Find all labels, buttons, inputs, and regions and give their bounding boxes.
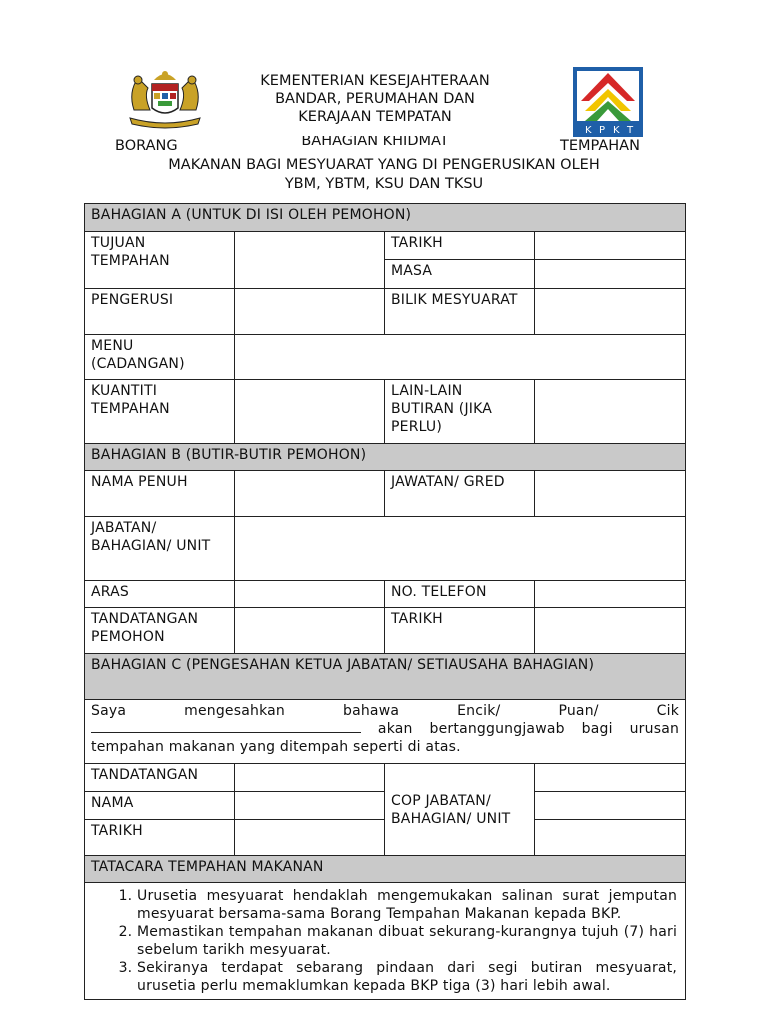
procedure-list	[91, 887, 679, 995]
tandatangan-pemohon-field[interactable]	[235, 608, 385, 654]
telefon-field[interactable]	[535, 581, 686, 608]
form-title-line-1: MAKANAN BAGI MESYUARAT YANG DI PENGERUSIKAN OLEH	[168, 157, 600, 173]
jabatan-label: JABATAN/ BAHAGIAN/ UNIT	[85, 517, 235, 581]
form-title-line-2: YBM, YBTM, KSU DAN TKSU	[284, 176, 484, 192]
ministry-line-1: KEMENTERIAN KESEJAHTERAAN	[260, 73, 490, 89]
tarikh-label: TARIKH	[385, 232, 535, 260]
ministry-line-4-clipped: BAHAGIAN KHIDMAT	[301, 136, 449, 145]
menu-field[interactable]	[235, 335, 686, 380]
section-a-heading: BAHAGIAN A (UNTUK DI ISI OLEH PEMOHON)	[85, 204, 686, 232]
kpkt-letter-1: K	[585, 125, 592, 136]
malaysia-coat-of-arms-icon	[124, 66, 206, 132]
procedure-step-3: 3. Sekiranya terdapat sebarang pindaan dari segi butiran mesyuarat, urusetia perlu memaklumkan kepada BKP tiga (3) hari lebih awal.	[137, 959, 679, 995]
procedure-step-1: 1. Urusetia mesyuarat hendaklah mengemukakan salinan surat jemputan mesyuarat bersama-sama Borang Tempahan Makanan kepada BKP.	[137, 887, 679, 923]
kpkt-letter-3: K	[613, 125, 620, 136]
officer-name-blank[interactable]	[91, 720, 361, 733]
tarikh-field[interactable]	[535, 232, 686, 260]
kuantiti-label: KUANTITI TEMPAHAN	[85, 380, 235, 444]
section-b-heading: BAHAGIAN B (BUTIR-BUTIR PEMOHON)	[85, 444, 686, 471]
bilik-mesyuarat-field[interactable]	[535, 289, 686, 335]
lain-lain-label: LAIN-LAIN BUTIRAN (JIKA PERLU)	[385, 380, 535, 444]
kpkt-letter-4: T	[627, 125, 634, 136]
cop-field-3[interactable]	[535, 820, 686, 856]
nama-label: NAMA	[85, 792, 235, 820]
kpkt-letter-2: P	[599, 125, 606, 136]
pengerusi-label: PENGERUSI	[85, 289, 235, 335]
bilik-mesyuarat-label: BILIK MESYUARAT	[385, 289, 535, 335]
nama-penuh-label: NAMA PENUH	[85, 471, 235, 517]
ministry-line-3: KERAJAAN TEMPATAN	[298, 109, 452, 125]
statement-part-2: akan bertanggungjawab bagi urusan tempahan makanan yang ditempah seperti di atas.	[91, 721, 680, 755]
booking-form-table	[84, 203, 686, 1000]
kuantiti-field[interactable]	[235, 380, 385, 444]
jabatan-field[interactable]	[235, 517, 686, 581]
ministry-name	[215, 72, 535, 126]
aras-label: ARAS	[85, 581, 235, 608]
cop-field-1[interactable]	[535, 764, 686, 792]
menu-label: MENU (CADANGAN)	[85, 335, 235, 380]
nama-penuh-field[interactable]	[235, 471, 385, 517]
nama-field[interactable]	[235, 792, 385, 820]
aras-field[interactable]	[235, 581, 385, 608]
form-title	[84, 156, 684, 194]
cop-label: COP JABATAN/ BAHAGIAN/ UNIT	[385, 764, 535, 856]
tarikh-pemohon-label: TARIKH	[385, 608, 535, 654]
tandatangan-pemohon-label: TANDATANGAN PEMOHON	[85, 608, 235, 654]
section-c-heading: BAHAGIAN C (PENGESAHAN KETUA JABATAN/ SETIAUSAHA BAHAGIAN)	[85, 654, 686, 700]
tarikh-pengesahan-label: TARIKH	[85, 820, 235, 856]
tarikh-pengesahan-field[interactable]	[235, 820, 385, 856]
telefon-label: NO. TELEFON	[385, 581, 535, 608]
cop-field-2[interactable]	[535, 792, 686, 820]
procedure-step-2: 2. Memastikan tempahan makanan dibuat sekurang-kurangnya tujuh (7) hari sebelum tarikh mesyuarat.	[137, 923, 679, 959]
procedure-steps	[85, 883, 686, 1000]
tujuan-field[interactable]	[235, 232, 385, 289]
jawatan-label: JAWATAN/ GRED	[385, 471, 535, 517]
lain-lain-field[interactable]	[535, 380, 686, 444]
pengerusi-field[interactable]	[235, 289, 385, 335]
kpkt-logo-icon	[573, 67, 643, 137]
statement-part-1: Saya mengesahkan bahawa Encik/ Puan/ Cik	[91, 703, 680, 719]
tandatangan-field[interactable]	[235, 764, 385, 792]
procedure-heading: TATACARA TEMPAHAN MAKANAN	[85, 856, 686, 883]
tarikh-pemohon-field[interactable]	[535, 608, 686, 654]
confirmation-statement	[85, 700, 686, 764]
borang-label: BORANG	[115, 138, 178, 154]
tandatangan-label: TANDATANGAN	[85, 764, 235, 792]
masa-label: MASA	[385, 260, 535, 289]
tempahan-label: TEMPAHAN	[560, 138, 640, 154]
tujuan-label: TUJUAN TEMPAHAN	[85, 232, 235, 289]
masa-field[interactable]	[535, 260, 686, 289]
jawatan-field[interactable]	[535, 471, 686, 517]
ministry-line-2: BANDAR, PERUMAHAN DAN	[275, 91, 475, 107]
